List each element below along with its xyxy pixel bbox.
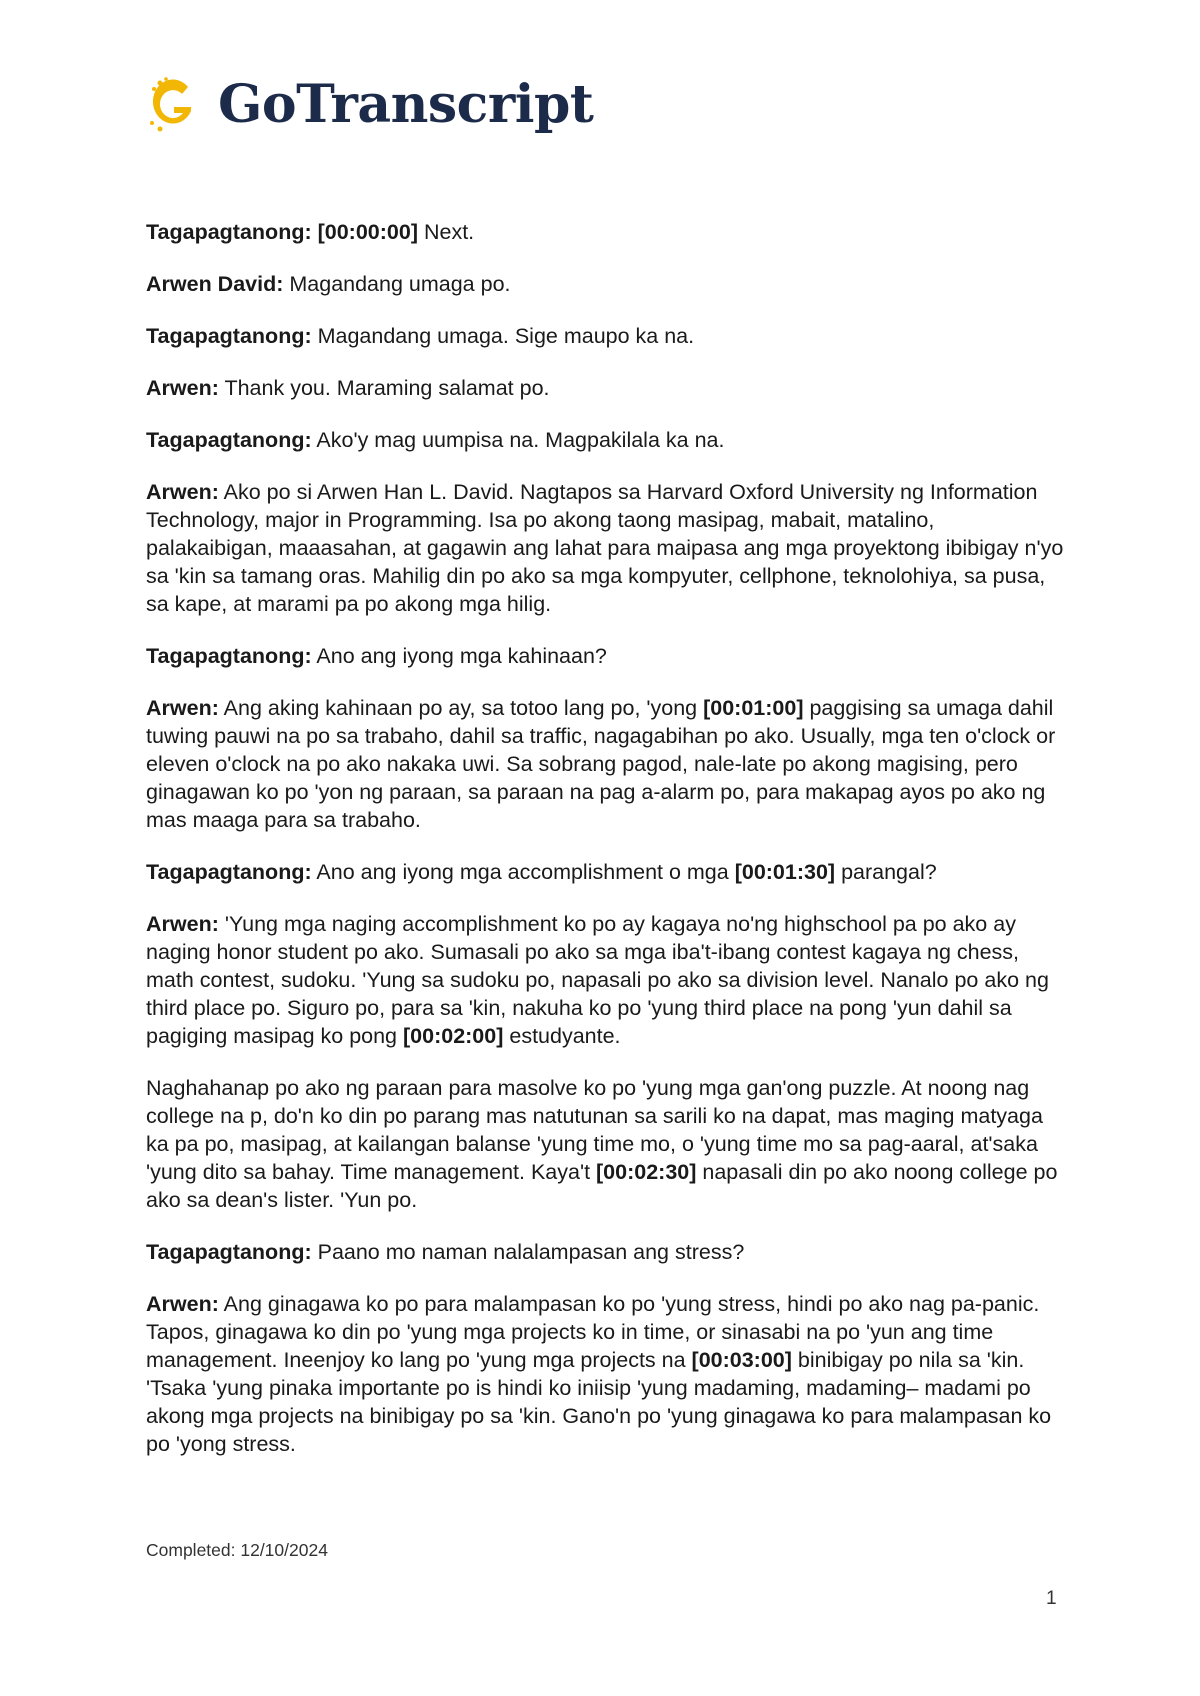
transcript-text: parangal?	[835, 860, 937, 884]
timestamp: [00:03:00]	[691, 1348, 792, 1372]
transcript-text: Ako'y mag uumpisa na. Magpakilala ka na.	[311, 428, 725, 452]
timestamp: [00:01:00]	[703, 696, 804, 720]
transcript-paragraph	[146, 478, 1066, 618]
transcript-paragraph	[146, 1238, 1066, 1266]
transcript-text: Magandang umaga po.	[283, 272, 511, 296]
speaker-label: Tagapagtanong:	[146, 644, 312, 668]
transcript-text: Ang ginagawa ko po para malampasan ko po 'yung stress, hindi po ako nag pa-panic. Tapos, ginagawa ko din po 'yung mga projects ko in time, or sinasabi na po 'yun ang time management. Ineenjoy ko lang po 'yung mga projects na	[146, 1292, 1040, 1372]
transcript-text: Ano ang iyong mga kahinaan?	[311, 644, 607, 668]
transcript-paragraph	[146, 1074, 1066, 1214]
speaker-label: Arwen David:	[146, 272, 284, 296]
transcript-paragraph	[146, 642, 1066, 670]
transcript-text: estudyante.	[503, 1024, 621, 1048]
brand-logo	[146, 70, 593, 140]
speaker-label: Tagapagtanong:	[146, 860, 312, 884]
transcript-text: Ako po si Arwen Han L. David. Nagtapos sa Harvard Oxford University ng Information Technology, major in Programming. Isa po akong taong masipag, mabait, matalino, palakaibigan, maaasahan, at gagawin ang lahat para maipasa ang mga proyektong ibibigay n'yo sa 'kin sa tamang oras. Mahilig din po ako sa mga kompyuter, cellphone, teknolohiya, sa pusa, sa kape, at marami pa po akong mga hilig.	[146, 480, 1064, 616]
speaker-label: Tagapagtanong:	[146, 324, 312, 348]
completed-date: Completed: 12/10/2024	[146, 1540, 328, 1560]
brand-name: GoTranscript	[218, 74, 594, 135]
speaker-label: Arwen:	[146, 912, 219, 936]
transcript-paragraph	[146, 322, 1066, 350]
transcript-paragraph	[146, 270, 1066, 298]
timestamp: [00:02:00]	[403, 1024, 504, 1048]
transcript-paragraph	[146, 694, 1066, 834]
transcript-paragraph	[146, 1290, 1066, 1458]
transcript-text: Ang aking kahinaan po ay, sa totoo lang po, 'yong	[218, 696, 704, 720]
transcript-text: Next.	[418, 220, 475, 244]
transcript-text: Naghahanap po ako ng paraan para masolve ko po 'yung mga gan'ong puzzle. At noong nag college na p, do'n ko din po parang mas natutunan sa sarili ko na dapat, mas maging matyaga ka pa po, masipag, at kailangan balanse 'yung time mo, o 'yung time mo sa pag-aaral, at'saka 'yung dito sa bahay. Time management. Kaya't	[146, 1076, 1043, 1184]
page-number: 1	[1046, 1588, 1057, 1609]
transcript-text: Thank you. Maraming salamat po.	[218, 376, 550, 400]
speaker-label: Arwen:	[146, 376, 219, 400]
speaker-label: Tagapagtanong:	[146, 1240, 312, 1264]
transcript-text: Paano mo naman nalalampasan ang stress?	[311, 1240, 745, 1264]
transcript-paragraph	[146, 910, 1066, 1050]
transcript-text: 'Yung mga naging accomplishment ko po ay kagaya no'ng highschool pa po ako ay naging honor student po ako. Sumasali po ako sa mga iba't-ibang contest kagaya ng chess, math contest, sudoku. 'Yung sa sudoku po, napasali po ako sa division level. Nanalo po ako ng third place po. Siguro po, para sa 'kin, nakuha ko po 'yung third place na pong 'yun dahil sa pagiging masipag ko pong	[146, 912, 1049, 1048]
timestamp: [00:02:30]	[596, 1160, 697, 1184]
transcript-body	[146, 218, 1066, 1482]
transcript-text: Magandang umaga. Sige maupo ka na.	[311, 324, 695, 348]
timestamp: [00:01:30]	[734, 860, 836, 884]
transcript-paragraph	[146, 858, 1066, 886]
transcript-text: binibigay po nila sa 'kin. 'Tsaka 'yung pinaka importante po is hindi ko iniisip 'yung madaming, madaming– madami po akong mga projects na binibigay po sa 'kin. Gano'n po 'yung ginagawa ko para malampasan ko po 'yong stress.	[146, 1348, 1052, 1456]
speaker-label: Arwen:	[146, 1292, 219, 1316]
speaker-label: Arwen:	[146, 696, 219, 720]
transcript-text: paggising sa umaga dahil tuwing pauwi na po sa trabaho, dahil sa traffic, nagagabihan po ako. Usually, mga ten o'clock or eleven o'clock na po ako nakaka uwi. Sa sobrang pagod, nale-late po akong magising, pero ginagawan ko po 'yon ng paraan, sa paraan na pag a-alarm po, para makapag ayos po ako ng mas maaga para sa trabaho.	[146, 696, 1056, 832]
transcript-paragraph	[146, 374, 1066, 402]
speaker-label: Tagapagtanong:	[146, 220, 312, 244]
transcript-paragraph	[146, 426, 1066, 454]
speaker-label: Tagapagtanong:	[146, 428, 312, 452]
gotranscript-g-logo-icon	[146, 73, 198, 137]
transcript-text: napasali din po ako noong college po ako sa dean's lister. 'Yun po.	[146, 1160, 1058, 1212]
speaker-label: Arwen:	[146, 480, 219, 504]
transcript-paragraph	[146, 218, 1066, 246]
transcript-text: Ano ang iyong mga accomplishment o mga	[311, 860, 735, 884]
timestamp: [00:00:00]	[317, 220, 418, 244]
